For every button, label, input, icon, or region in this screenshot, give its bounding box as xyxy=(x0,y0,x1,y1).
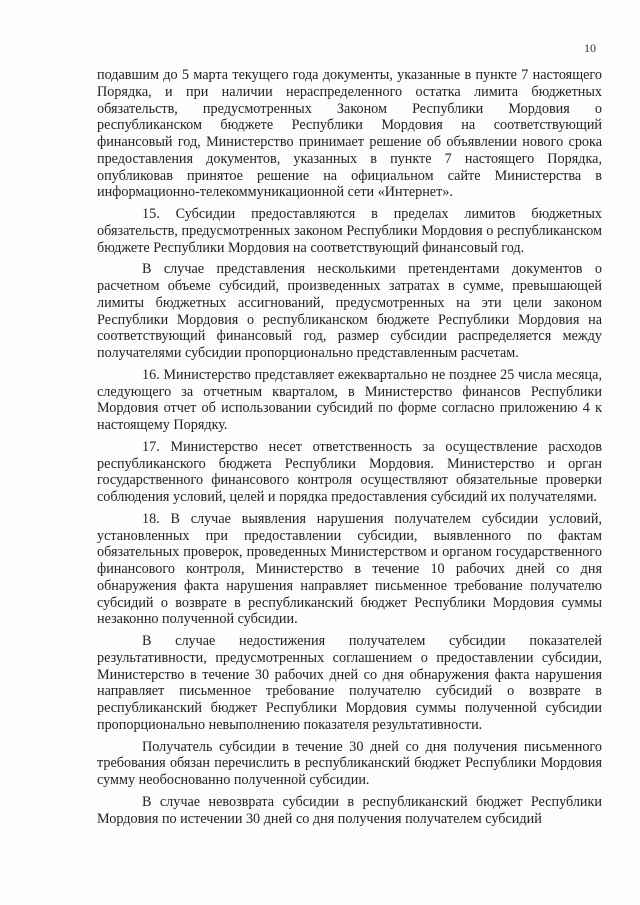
paragraph-17: 17. Министерство несет ответственность за осуществление расходов республиканского бюджета Республики Мордовия. Министерство и орган государственного финансового контроля осуществляют обязательные проверки соблюдения условий, целей и порядка предоставления субсидий их получателями. xyxy=(97,438,602,505)
paragraph-18-refund: Получатель субсидии в течение 30 дней со дня получения письменного требования обязан перечислить в республиканский бюджет Республики Мордовия сумму необоснованно полученной субсидии. xyxy=(97,738,602,788)
paragraph-continuation: подавшим до 5 марта текущего года документы, указанные в пункте 7 настоящего Порядка, и при наличии нераспределенного остатка лимита бюджетных обязательств, предусмотренных Законом Республики Мордовия о республиканском бюджете Республики Мордовия на соответствующий финансовый год, Министерство принимает решение об объявлении нового срока предоставления документов, указанных в пункте 7 настоящего Порядка, опубликовав принятое решение на официальном сайте Министерства в информационно-телекоммуникационной сети «Интернет». xyxy=(97,67,602,201)
paragraph-15-cont: В случае представления несколькими претендентами документов о расчетном объеме субсидий, произведенных затратах в сумме, превышающей лимиты бюджетных ассигнований, предусмотренных на эти цели законом Республики Мордовия о республиканском бюджете Республики Мордовия на соответствующий финансовый год, размер субсидии распределяется между получателями субсидии пропорционально представленным расчетам. xyxy=(97,261,602,361)
paragraph-16: 16. Министерство представляет ежеквартально не позднее 25 числа месяца, следующего за отчетным кварталом, в Министерство финансов Республики Мордовия отчет об использовании субсидий по форме согласно приложению 4 к настоящему Порядку. xyxy=(97,366,602,433)
paragraph-18-nonrefund: В случае невозврата субсидии в республиканский бюджет Республики Мордовия по истечении 30 дней со дня получения получателем субсидий xyxy=(97,793,602,827)
paragraph-18: 18. В случае выявления нарушения получателем субсидии условий, установленных при предоставлении субсидии, выявленного по фактам обязательных проверок, проведенных Министерством и органом государственного финансового контроля, Министерство в течение 10 рабочих дней со дня обнаружения факта нарушения направляет письменное требование получателю субсидий о возврате в республиканский бюджет Республики Мордовия суммы незаконно полученной субсидии. xyxy=(97,510,602,628)
document-body xyxy=(97,67,602,832)
page-number: 10 xyxy=(584,41,596,55)
paragraph-15: 15. Субсидии предоставляются в пределах лимитов бюджетных обязательств, предусмотренных законом Республики Мордовия о республиканском бюджете Республики Мордовия на соответствующий финансовый год. xyxy=(97,206,602,256)
paragraph-18-nonachievement: В случае недостижения получателем субсидии показателей результативности, предусмотренных соглашением о предоставлении субсидии, Министерство в течение 30 рабочих дней со дня обнаружения факта нарушения направляет письменное требование получателю субсидий о возврате в республиканский бюджет Республики Мордовия суммы полученной субсидии пропорционально невыполнению показателя результативности. xyxy=(97,633,602,733)
